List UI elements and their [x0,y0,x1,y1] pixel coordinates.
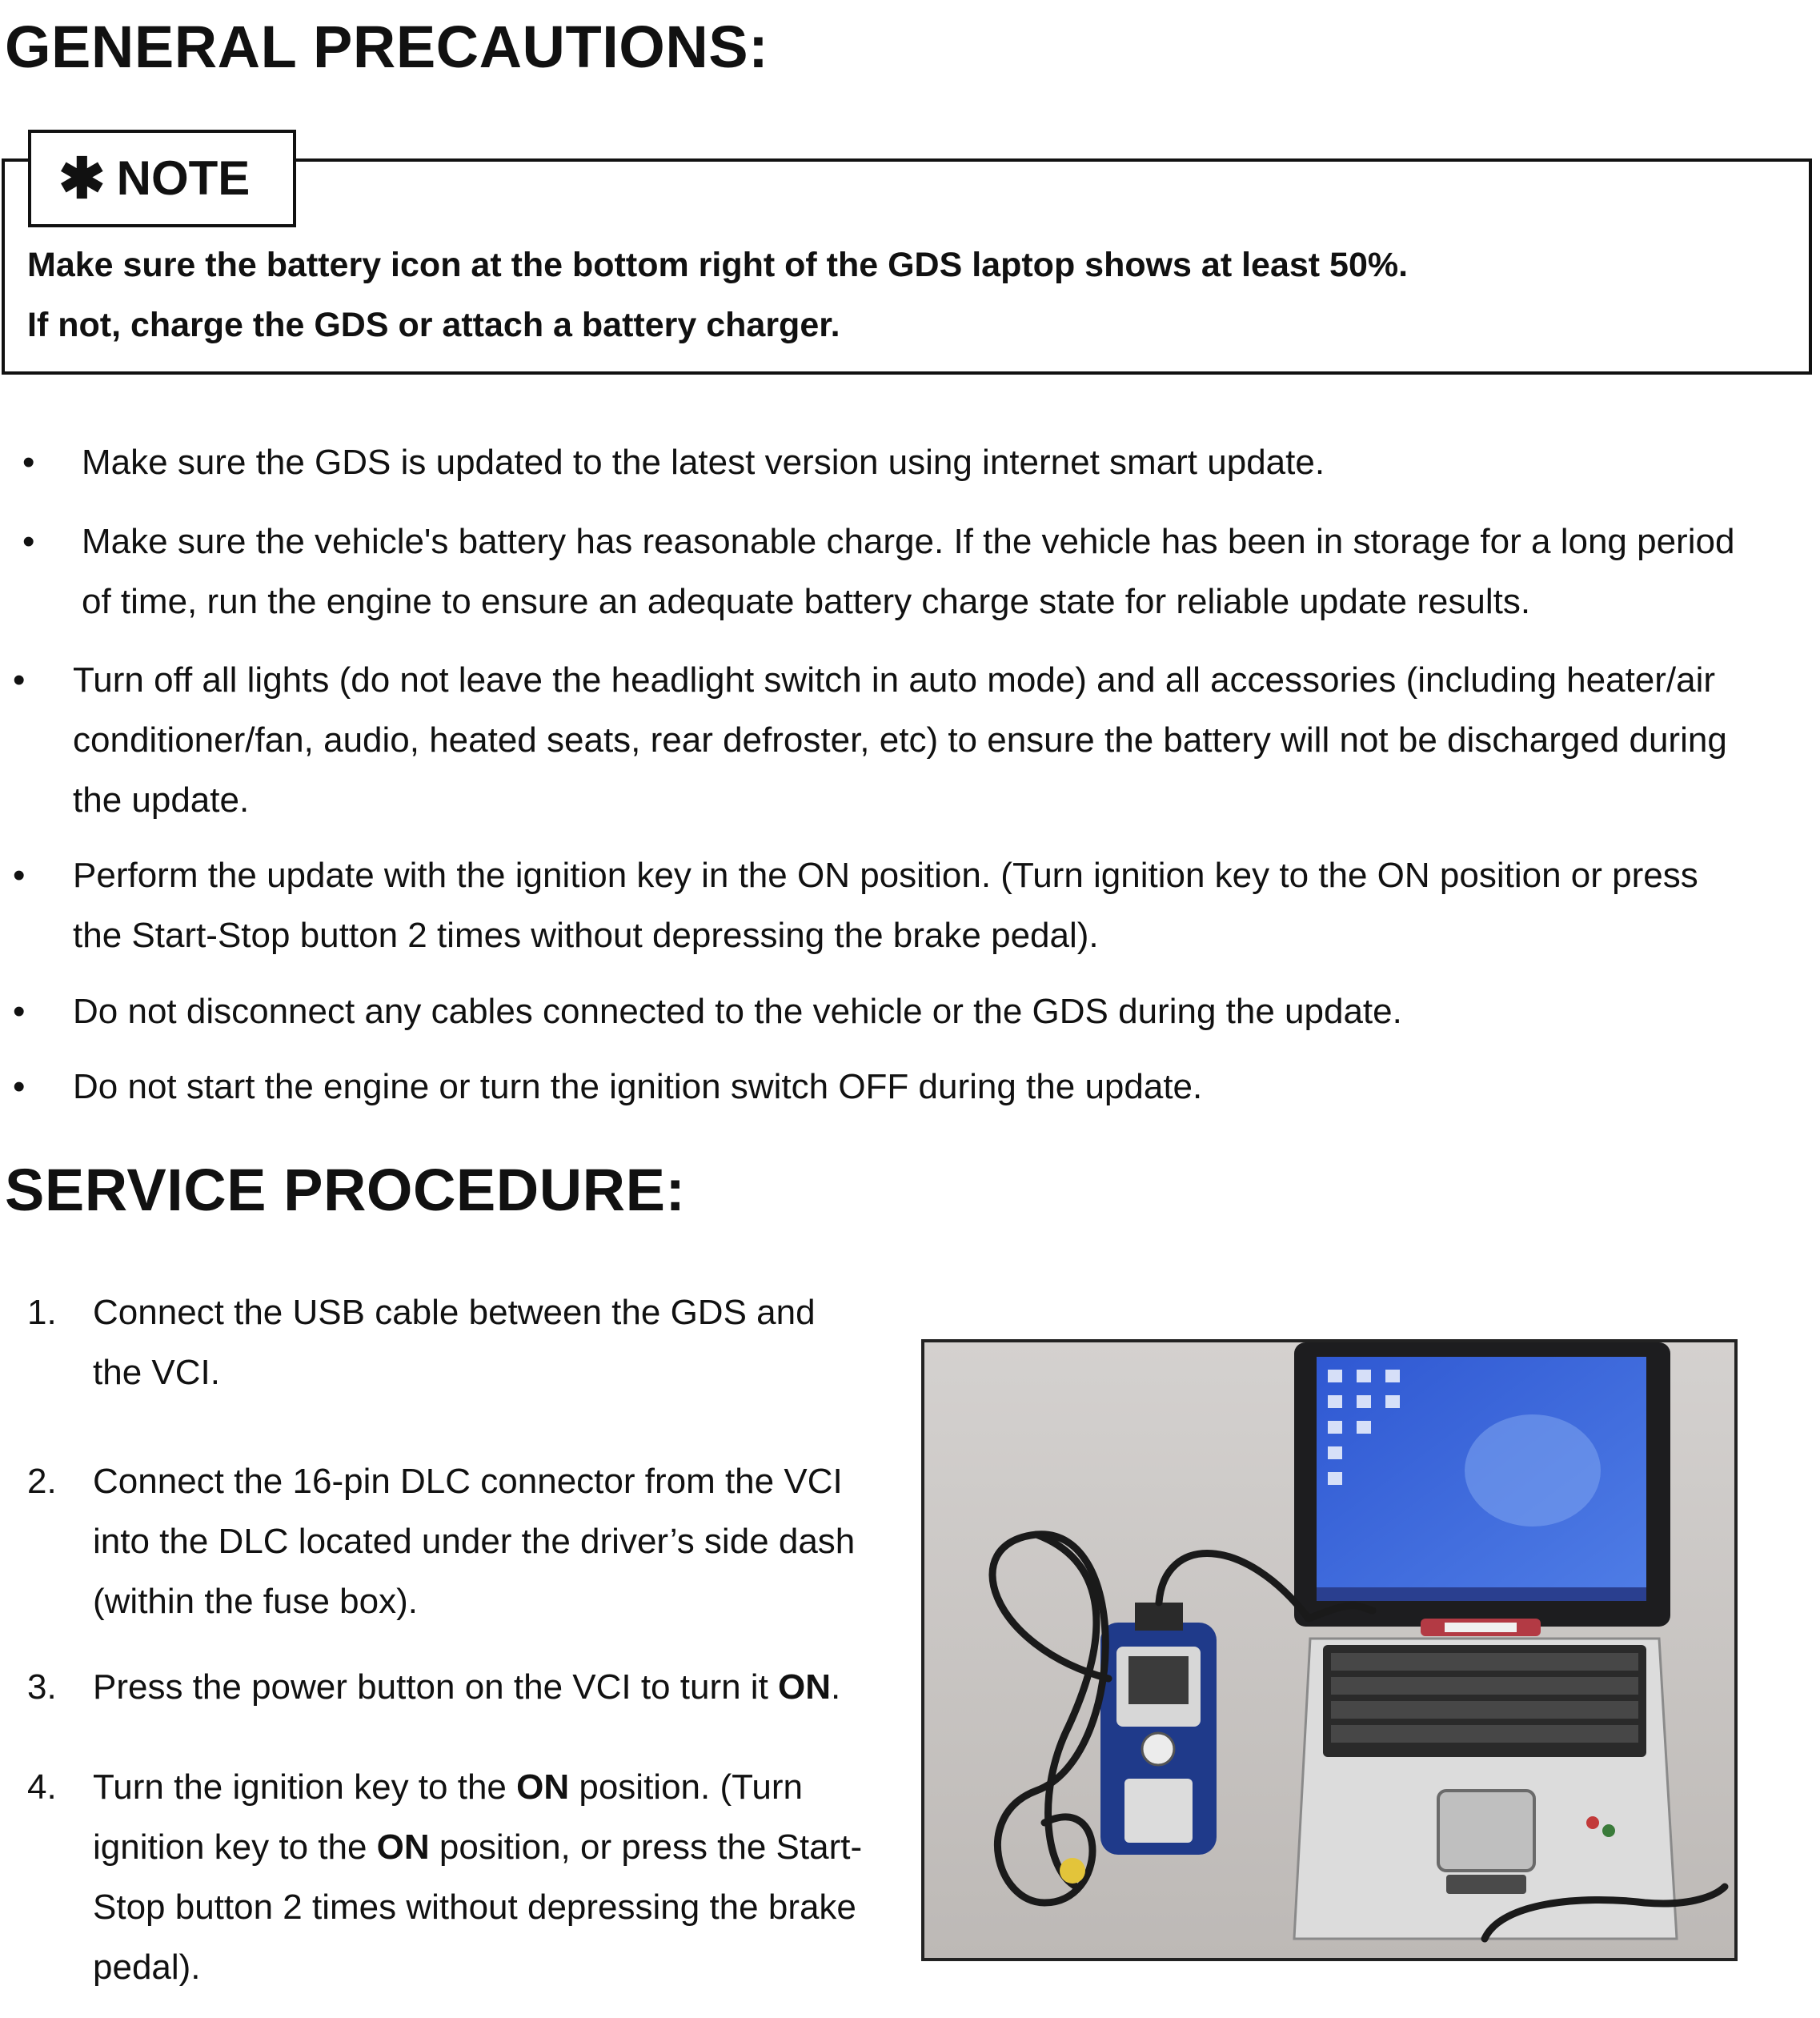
step-text: into the DLC located under the driver’s side dash [93,1522,856,1561]
list-item-text: conditioner/fan, audio, heated seats, rear defroster, etc) to ensure the battery will not be discharged during [73,720,1727,760]
step-number: 2. [27,1462,57,1501]
list-item-text: of time, run the engine to ensure an adequate battery charge state for reliable update results. [82,582,1531,621]
section-heading-general: GENERAL PRECAUTIONS: [5,14,769,80]
step-text: the VCI. [93,1353,220,1392]
step-text: ignition key to the ON position, or press the Start- [93,1827,863,1867]
list-item-text: Make sure the GDS is updated to the latest version using internet smart update. [82,443,1325,482]
step-text: Connect the 16-pin DLC connector from the VCI [93,1462,843,1501]
step-number: 3. [27,1667,57,1707]
step-number: 4. [27,1767,57,1807]
note-tab [28,130,296,227]
list-item-text: Make sure the vehicle's battery has reasonable charge. If the vehicle has been in storage for a long period [82,522,1735,561]
step-text: Turn the ignition key to the ON position. (Turn [93,1767,803,1807]
list-item-text: Perform the update with the ignition key in the ON position. (Turn ignition key to the ON position or press [73,856,1698,895]
note-line: If not, charge the GDS or attach a battery charger. [27,306,840,344]
bullet-icon: • [22,443,35,482]
note-label: NOTE [116,151,251,205]
gds-vci-photo [921,1339,1738,1961]
list-item-text: the update. [73,780,250,820]
bullet-icon: • [22,522,35,561]
gds-vci-photo-illustration [924,1342,1734,1958]
bullet-icon: • [13,856,26,895]
bullet-icon: • [13,992,26,1031]
step-number: 1. [27,1293,57,1332]
step-text: Connect the USB cable between the GDS and [93,1293,816,1332]
list-item-text: the Start-Stop button 2 times without depressing the brake pedal). [73,916,1099,955]
step-text: (within the fuse box). [93,1582,418,1621]
bullet-icon: • [13,1067,26,1106]
bullet-icon: • [13,660,26,700]
list-item-text: Do not start the engine or turn the ignition switch OFF during the update. [73,1067,1203,1106]
step-text: pedal). [93,1948,201,1987]
note-line: Make sure the battery icon at the bottom right of the GDS laptop shows at least 50%. [27,246,1409,284]
step-text: Press the power button on the VCI to turn it ON. [93,1667,841,1707]
step-text: Stop button 2 times without depressing the brake [93,1888,856,1927]
asterisk-icon: ✱ [58,147,106,210]
list-item-text: Turn off all lights (do not leave the headlight switch in auto mode) and all accessories (including heater/air [73,660,1716,700]
section-heading-service: SERVICE PROCEDURE: [5,1157,686,1223]
list-item-text: Do not disconnect any cables connected to the vehicle or the GDS during the update. [73,992,1402,1031]
